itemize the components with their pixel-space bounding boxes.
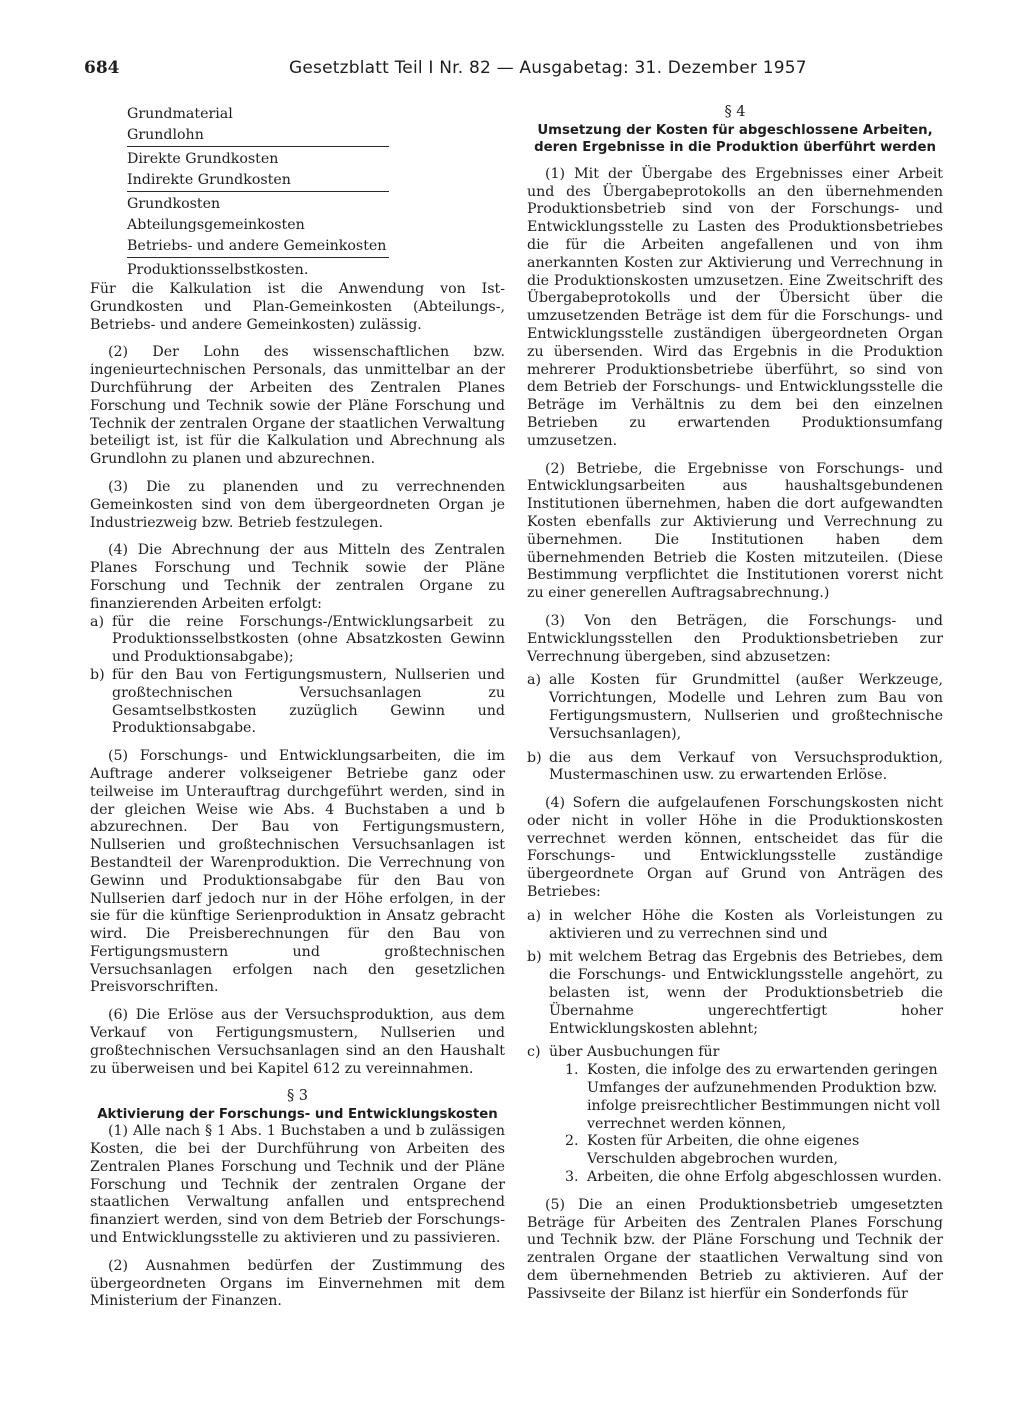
item-label: a) <box>527 907 541 924</box>
subitem-label: 2. <box>565 1133 579 1150</box>
item-text: mit welchem Betrag das Ergebnis des Betriebes, dem die Forschungs- und Entwicklungsstelle angehört, zu belasten ist, wenn der Produktionsbetrieb die Übernahme ungerechtfertigt hoher Entwicklungskosten ablehnt; <box>549 949 943 1037</box>
page-header-title: Gesetzblatt Teil I Nr. 82 — Ausgabetag: 31. Dezember 1957 <box>289 58 807 78</box>
paragraph-4-item-a <box>527 908 943 944</box>
cost-item-grundkosten: Grundkosten <box>127 196 221 212</box>
paragraph-3: (3) Die zu planenden und zu verrechnenden Gemeinkosten sind von dem übergeordneten Organ je Industriezweig bzw. Betrieb festzulegen. <box>90 478 505 531</box>
paragraph-4-item-c <box>527 1044 943 1062</box>
page-number: 684 <box>84 58 120 78</box>
item-text: für die reine Forschungs-/Entwicklungsarbeit zu Produktionsselbstkosten (ohne Absatzkosten Gewinn und Produktionsabgabe); <box>112 613 505 666</box>
cost-hierarchy-list <box>127 104 389 281</box>
cost-item-direkte-grundkosten: Direkte Grundkosten <box>127 151 279 167</box>
item-label: b) <box>527 949 542 966</box>
cost-item-abteilungsgemeinkosten: Abteilungsgemeinkosten <box>127 217 305 233</box>
paragraph-4-item-a <box>90 614 505 667</box>
paragraph-5: (5) Forschungs- und Entwicklungsarbeiten, die im Auftrage anderer volkseigener Betriebe ganz oder teilweise im Unterauftrag durchgeführt werden, sind in der gleichen Weise wie Abs. 4 Buchstaben a und b abzurechnen. Der Bau von Fertigungsmustern, Nullserien und großtechnischen Versuchsanlagen ist Bestandteil der Warenproduktion. Die Verrechnung von Gewinn und Produktionsabgabe für den Bau von Nullserien darf jedoch nur in der Höhe erfolgen, in der sie für die künftige Serienproduktion in Ansatz gebracht wird. Die Preisberechnungen für den Bau von Fertigungsmustern und großtechnischen Versuchsanlagen erfolgen nach den gesetzlichen Preisvorschriften. <box>90 748 505 996</box>
section-4-paragraph-1: (1) Mit der Übergabe des Ergebnisses einer Arbeit und des Übergabeprotokolls an den übernehmenden Produktionsbetrieb sind von der Forschungs- und Entwicklungsstelle zu Lasten des Produktionsbetriebes die für die Arbeiten angefallenen und von ihm anerkannten Kosten zur Aktivierung und Verrechnung in die Produktionskosten umzusetzen. Eine Zweitschrift des Übergabeprotokolls und der Übersicht über die umzusetzenden Beträge ist dem für die Forschungs- und Entwicklungsstelle zuständigen übergeordneten Organ zu übersenden. Wird das Ergebnis in die Produktion mehrerer Produktionsbetriebe überführt, so sind von dem Betrieb der Forschungs- und Entwicklungsstelle die Beträge im Verhältnis zu dem bei den einzelnen Betrieben zu erwartenden Produktionsumfang umzusetzen. <box>527 165 943 449</box>
section-4-title: Umsetzung der Kosten für abgeschlossene Arbeiten, deren Ergebnisse in die Produktion überführt werden <box>534 122 936 155</box>
paragraph-3-item-b <box>527 750 943 786</box>
paragraph-3-item-a <box>527 672 943 743</box>
cost-item-grundlohn: Grundlohn <box>127 125 389 147</box>
item-text: für den Bau von Fertigungsmustern, Nullserien und großtechnischen Versuchsanlagen zu Gesamtselbstkosten zuzüglich Gewinn und Produktionsabgabe. <box>112 666 505 737</box>
subitem-3 <box>565 1169 943 1187</box>
paragraph-2: (2) Der Lohn des wissenschaftlichen bzw. ingenieurtechnischen Personals, das unmittelbar an der Durchführung der Arbeiten des Zentralen Planes Forschung und Technik sowie der Pläne Forschung und Technik der zentralen Organe der staatlichen Verwaltung beteiligt ist, ist für die Kalkulation und Abrechnung als Grundlohn zu planen und abzurechnen. <box>90 344 505 468</box>
section-3-paragraph-2: (2) Ausnahmen bedürfen der Zustimmung des übergeordneten Organs im Einvernehmen mit dem Ministerium der Finanzen. <box>90 1257 505 1310</box>
cost-item-produktionsselbstkosten: Produktionsselbstkosten. <box>127 262 309 278</box>
subitem-1 <box>565 1062 943 1133</box>
subitem-text: Kosten, die infolge des zu erwartenden geringen Umfanges der aufzunehmenden Produktion bzw. infolge preisrechtlicher Bestimmungen nicht voll verrechnet werden können, <box>587 1062 941 1132</box>
item-text: die aus dem Verkauf von Versuchsproduktion, Mustermaschinen usw. zu erwartenden Erlöse. <box>549 749 943 784</box>
item-text: alle Kosten für Grundmittel (außer Werkzeuge, Vorrichtungen, Modelle und Lehren zum Bau von Fertigungsmustern, Nullserien und großtechnische Versuchsanlagen), <box>549 672 943 742</box>
subitem-label: 1. <box>565 1062 579 1079</box>
section-4-paragraph-3: (3) Von den Beträgen, die Forschungs- und Entwicklungsstellen den Produktionsbetrieben zur Verrechnung übergeben, sind abzusetzen: <box>527 612 943 665</box>
page-header <box>84 58 807 84</box>
right-column <box>527 104 943 1304</box>
section-3-title: Aktivierung der Forschungs- und Entwicklungskosten <box>97 1107 498 1123</box>
cost-item-betriebsgemeinkosten: Betriebs- und andere Gemeinkosten <box>127 236 389 258</box>
section-4-number: § 4 <box>724 104 746 120</box>
item-text: über Ausbuchungen für <box>549 1044 720 1061</box>
subitem-text: Arbeiten, die ohne Erfolg abgeschlossen wurden. <box>587 1169 942 1186</box>
paragraph-4-item-b <box>527 949 943 1038</box>
paragraph-4-item-b <box>90 667 505 738</box>
section-4-paragraph-4: (4) Sofern die aufgelaufenen Forschungskosten nicht oder nicht in voller Höhe in die Produktionskosten verrechnet werden können, entscheidet das für die Forschungs- und Entwicklungsstelle zuständige übergeordnete Organ auf Grund von Anträgen des Betriebes: <box>527 795 943 901</box>
item-label: b) <box>90 666 105 683</box>
item-label: a) <box>527 672 541 689</box>
paragraph-4: (4) Die Abrechnung der aus Mitteln des Zentralen Planes Forschung und Technik sowie der Pläne Forschung und Technik der zentralen Organe zu finanzierenden Arbeiten erfolgt: <box>90 542 505 612</box>
left-column <box>90 104 505 1311</box>
item-text: in welcher Höhe die Kosten als Vorleistungen zu aktivieren und zu verrechnen sind und <box>549 907 943 942</box>
paragraph-6: (6) Die Erlöse aus der Versuchsproduktion, aus dem Verkauf von Fertigungsmustern, Nullserien und großtechnischen Versuchsanlagen sind an den Haushalt zu überweisen und bei Kapitel 612 zu vereinnahmen. <box>90 1007 505 1077</box>
section-4-paragraph-5: (5) Die an einen Produktionsbetrieb umgesetzten Beträge für Arbeiten des Zentralen Planes Forschung und Technik bzw. der Pläne Forschung und Technik der zentralen Organe der staatlichen Verwaltung sind von dem übernehmenden Betrieb zu aktivieren. Auf der Passivseite der Bilanz ist hierfür ein Sonderfonds für <box>527 1196 943 1302</box>
item-label: a) <box>90 613 104 630</box>
section-3-paragraph-1: (1) Alle nach § 1 Abs. 1 Buchstaben a und b zulässigen Kosten, die bei der Durchführung von Arbeiten des Zentralen Planes Forschung und Technik und der Pläne Forschung und Technik der zentralen Organe der staatlichen Verwaltung anfallen und entsprechend finanziert werden, sind von dem Betrieb der Forschungs- und Entwicklungsstelle zu aktivieren und zu passivieren. <box>90 1123 505 1247</box>
cost-item-grundmaterial: Grundmaterial <box>127 106 233 122</box>
subitem-text: Kosten für Arbeiten, die ohne eigenes Verschulden abgebrochen wurden, <box>587 1133 860 1168</box>
item-label: b) <box>527 749 542 766</box>
item-label: c) <box>527 1044 541 1061</box>
section-3-number: § 3 <box>286 1088 309 1105</box>
subitem-label: 3. <box>565 1169 579 1186</box>
section-4-paragraph-2: (2) Betriebe, die Ergebnisse von Forschungs- und Entwicklungsarbeiten aus haushaltsgebundenen Institutionen übernehmen, haben die dort aufgewandten Kosten ebenfalls zur Aktivierung und Verrechnung zu übernehmen. Die Institutionen haben dem übernehmenden Betrieb die Kosten mitzuteilen. (Diese Bestimmung verpflichtet die Institutionen vorerst nicht zu einer generellen Auftragsabrechnung.) <box>527 460 943 602</box>
cost-item-indirekte-grundkosten: Indirekte Grundkosten <box>127 170 389 192</box>
subitem-2 <box>565 1133 943 1169</box>
paragraph-kalkulation: Für die Kalkulation ist die Anwendung von Ist-Grundkosten und Plan-Gemeinkosten (Abteilungs-, Betriebs- und andere Gemeinkosten) zulässig. <box>90 281 505 333</box>
